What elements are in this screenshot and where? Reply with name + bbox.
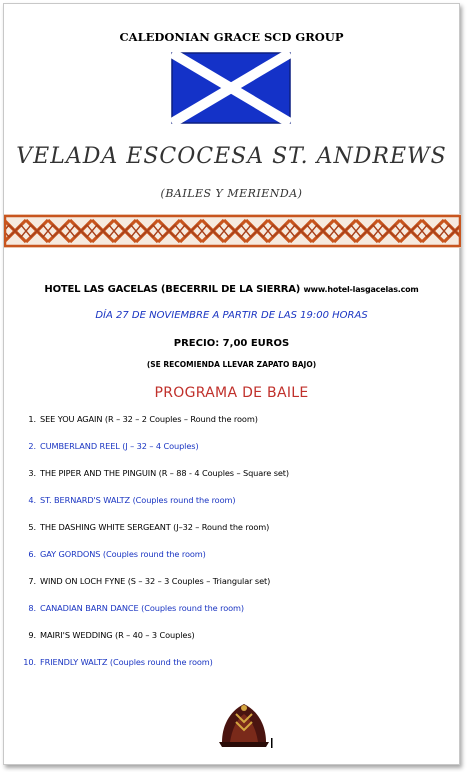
venue-name: HOTEL LAS GACELAS (BECERRIL DE LA SIERRA) [44,284,301,295]
list-item [16,603,244,617]
list-item-text: GAY GORDONS (Couples round the room) [40,549,206,559]
list-item-number: 1. [28,414,36,424]
shoe-note: (SE RECOMIENDA LLEVAR ZAPATO BAJO) [146,360,317,369]
list-item [16,657,213,671]
list-item [16,522,269,536]
list-item-text: FRIENDLY WALTZ (Couples round the room) [40,657,213,667]
list-item [16,576,270,590]
list-item-text: CUMBERLAND REEL (J – 32 – 4 Couples) [40,441,199,451]
list-item-text: MAIRI'S WEDDING (R – 40 – 3 Couples) [40,630,195,640]
event-title: VELADA ESCOCESA ST. ANDREWS [16,144,447,169]
list-item-number: 4. [28,495,36,505]
list-item-number: 7. [28,576,36,586]
list-item-number: 10. [23,657,36,667]
list-item-number: 9. [28,630,36,640]
list-item-text: THE PIPER AND THE PINGUIN (R – 88 - 4 Couples – Square set) [40,468,290,478]
group-name: CALEDONIAN GRACE SCD GROUP [119,30,344,44]
list-item-number: 8. [28,603,36,613]
ghillie-dance-shoe-icon [214,698,274,750]
list-item [16,468,289,482]
list-item-text: ST. BERNARD'S WALTZ (Couples round the room) [40,495,236,505]
venue-url[interactable]: www.hotel-lasgacelas.com [303,285,419,294]
event-subtitle: (BAILES Y MERIENDA) [160,187,303,200]
celtic-knot-border-icon [4,214,461,248]
list-item-text: THE DASHING WHITE SERGEANT (J–32 – Round the room) [40,522,270,532]
venue-line [4,284,459,295]
price: PRECIO: 7,00 EUROS [173,338,290,349]
flyer-page [3,3,460,765]
scotland-saltire-flag-icon [171,52,291,124]
list-item [16,441,199,455]
list-item-number: 2. [28,441,36,451]
list-item-number: 6. [28,549,36,559]
list-item-number: 5. [28,522,36,532]
list-item-text: SEE YOU AGAIN (R – 32 – 2 Couples – Round the room) [40,414,258,424]
program-title: PROGRAMA DE BAILE [154,385,309,401]
list-item-text: WIND ON LOCH FYNE (S – 32 – 3 Couples – Triangular set) [40,576,271,586]
list-item [16,414,258,428]
list-item [16,495,235,509]
list-item-number: 3. [28,468,36,478]
list-item [16,549,206,563]
list-item [16,630,195,644]
list-item-text: CANADIAN BARN DANCE (Couples round the room) [40,603,244,613]
date-line: DÍA 27 DE NOVIEMBRE A PARTIR DE LAS 19:00 HORAS [95,310,368,321]
